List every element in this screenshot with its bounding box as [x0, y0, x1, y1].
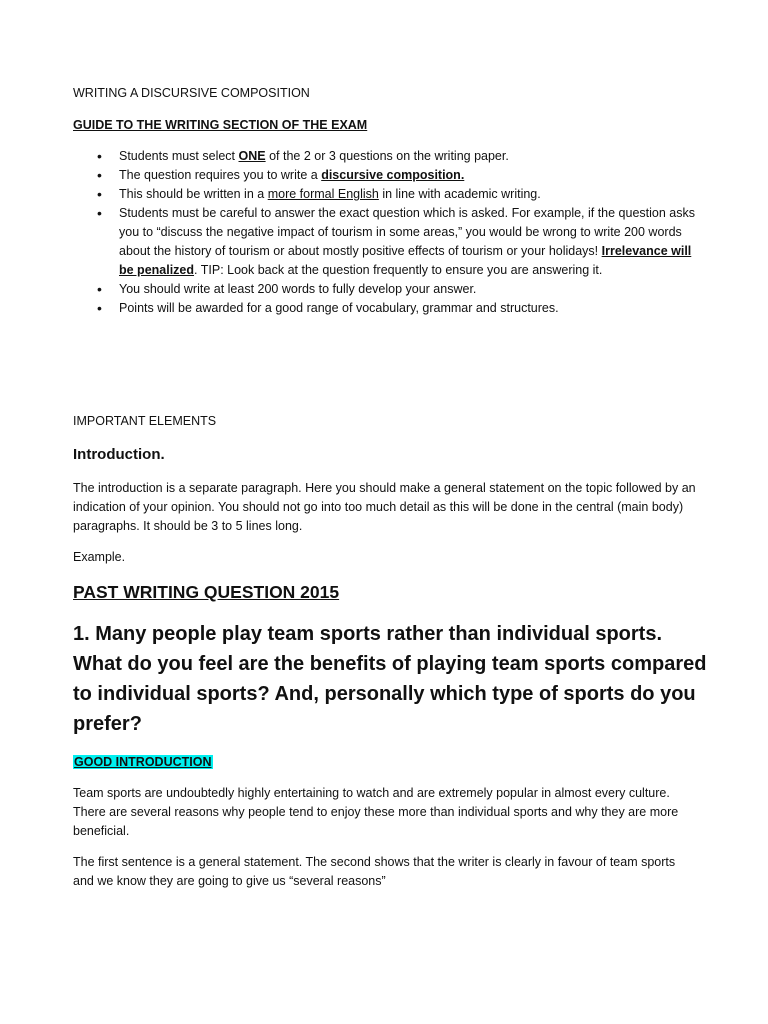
- highlight-marker: GOOD INTRODUCTION: [74, 755, 212, 769]
- example-label: Example.: [73, 550, 126, 564]
- bullet-item: • Students must be careful to answer the exact question which is asked. For example, if the question asks you to “discuss the negative impact of tourism in some areas,” you would be wrong to write 200 words about the history of tourism or about mostly positive effects of tourism or your holidays! Irrelevance will be penalized. TIP: Look back at the question frequently to ensure you are answering it.: [73, 204, 698, 280]
- important-elements-label: IMPORTANT ELEMENTS: [73, 414, 217, 428]
- analysis-paragraph: The first sentence is a general statement. The second shows that the writer is clearly in favour of team sports and we know they are going to give us “several reasons”: [73, 855, 676, 888]
- introduction-paragraph: The introduction is a separate paragraph. Here you should make a general statement on the topic followed by an indication of your opinion. You should not go into too much detail as this will be done in the central (main body) paragraphs. It should be 3 to 5 lines long.: [73, 481, 696, 533]
- question-text: 1. Many people play team sports rather than individual sports. What do you feel are the benefits of playing team sports compared to individual sports? And, personally which type of sports do you prefer?: [73, 623, 707, 735]
- emphasis-one: ONE: [238, 149, 266, 163]
- good-introduction-paragraph: Team sports are undoubtedly highly entertaining to watch and are extremely popular in almost every culture. There are several reasons why people tend to enjoy these more than individual sports and why they are more beneficial.: [73, 786, 679, 838]
- guide-bullet-list: [73, 147, 698, 318]
- past-question-heading: PAST WRITING QUESTION 2015: [73, 582, 340, 602]
- guide-heading: GUIDE TO THE WRITING SECTION OF THE EXAM: [73, 118, 368, 132]
- emphasis-formal-english: more formal English: [267, 187, 379, 201]
- bullet-item: • The question requires you to write a discursive composition.: [73, 166, 698, 185]
- emphasis-irrelevance: Irrelevance will be penalized: [119, 244, 692, 277]
- good-introduction-label: [73, 753, 213, 772]
- emphasis-discursive: discursive composition.: [321, 168, 465, 182]
- introduction-heading: Introduction.: [73, 446, 165, 463]
- bullet-item: • You should write at least 200 words to fully develop your answer.: [73, 280, 698, 299]
- bullet-item: • Students must select ONE of the 2 or 3 questions on the writing paper.: [73, 147, 698, 166]
- bullet-item: • This should be written in a more formal English in line with academic writing.: [73, 185, 698, 204]
- bullet-item: • Points will be awarded for a good range of vocabulary, grammar and structures.: [73, 299, 698, 318]
- document-title: WRITING A DISCURSIVE COMPOSITION: [73, 86, 310, 100]
